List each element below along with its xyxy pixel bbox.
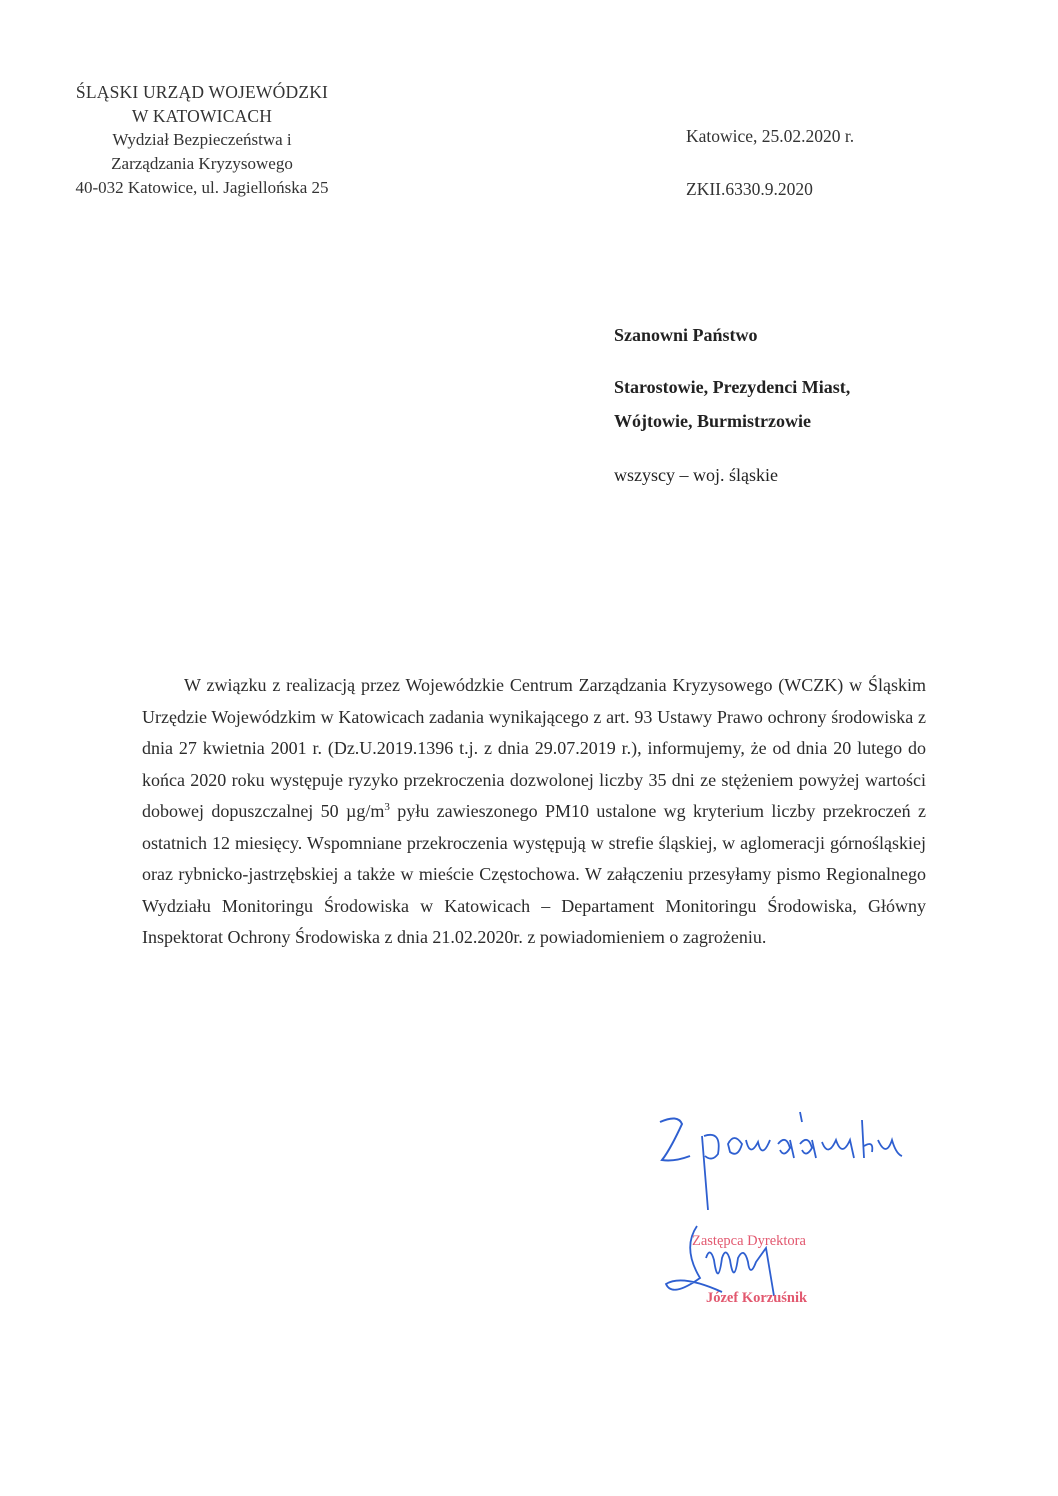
recipient-line-1: Starostowie, Prezydenci Miast, (614, 377, 851, 397)
handwriting-signature-icon (650, 1100, 910, 1210)
reference-number: ZKII.6330.9.2020 (686, 179, 813, 199)
sender-office: ŚLĄSKI URZĄD WOJEWÓDZKI (75, 82, 329, 102)
sender-department-cont: Zarządzania Kryzysowego (111, 154, 293, 173)
sender-city: W KATOWICACH (131, 106, 273, 126)
sender-block (52, 80, 352, 200)
handwritten-closing (650, 1100, 910, 1215)
salutation: Szanowni Państwo (614, 325, 758, 345)
recipient-region: wszyscy – woj. śląskie (614, 465, 778, 485)
stamp-title: Zastępca Dyrektora (692, 1233, 806, 1249)
sender-address: 40-032 Katowice, ul. Jagiellońska 25 (75, 178, 329, 197)
body-paragraph: W związku z realizacją przez Wojewódzkie Centrum Zarządzania Kryzysowego (WCZK) w Śląskim Urzędzie Wojewódzkim w Katowicach zadania wynikającego z art. 93 Ustawy Prawo ochrony środowiska z dnia 27 kwietnia 2001 r. (Dz.U.2019.1396 t.j. z dnia 29.07.2019 r.), informujemy, że od dnia 20 lutego do końca 2020 roku występuje ryzyko przekroczenia dozwolonej liczby 35 dni ze stężeniem powyżej wartości dobowej dopuszczalnej 50 $\mu g/m^3$ pyłu zawieszonego PM10 ustalone wg kryterium liczby przekroczeń z ostatnich 12 miesięcy. Wspomniane przekroczenia występują w strefie śląskiej, w aglomeracji górnośląskiej oraz rybnicko-jastrzębskiej a także w mieście Częstochowa. W załączeniu przesyłamy pismo Regionalnego Wydziału Monitoringu Środowiska w Katowicach – Departament Monitoringu Środowiska, Główny Inspektorat Ochrony Środowiska z dnia 21.02.2020r. z powiadomieniem o zagrożeniu. (142, 675, 926, 947)
sender-department: Wydział Bezpieczeństwa i (112, 130, 292, 149)
letter-body (142, 670, 926, 954)
stamp-name: Józef Korzuśnik (706, 1290, 808, 1306)
recipient-line-2: Wójtowie, Burmistrzowie (614, 411, 811, 431)
place-date: Katowice, 25.02.2020 r. (686, 126, 855, 146)
